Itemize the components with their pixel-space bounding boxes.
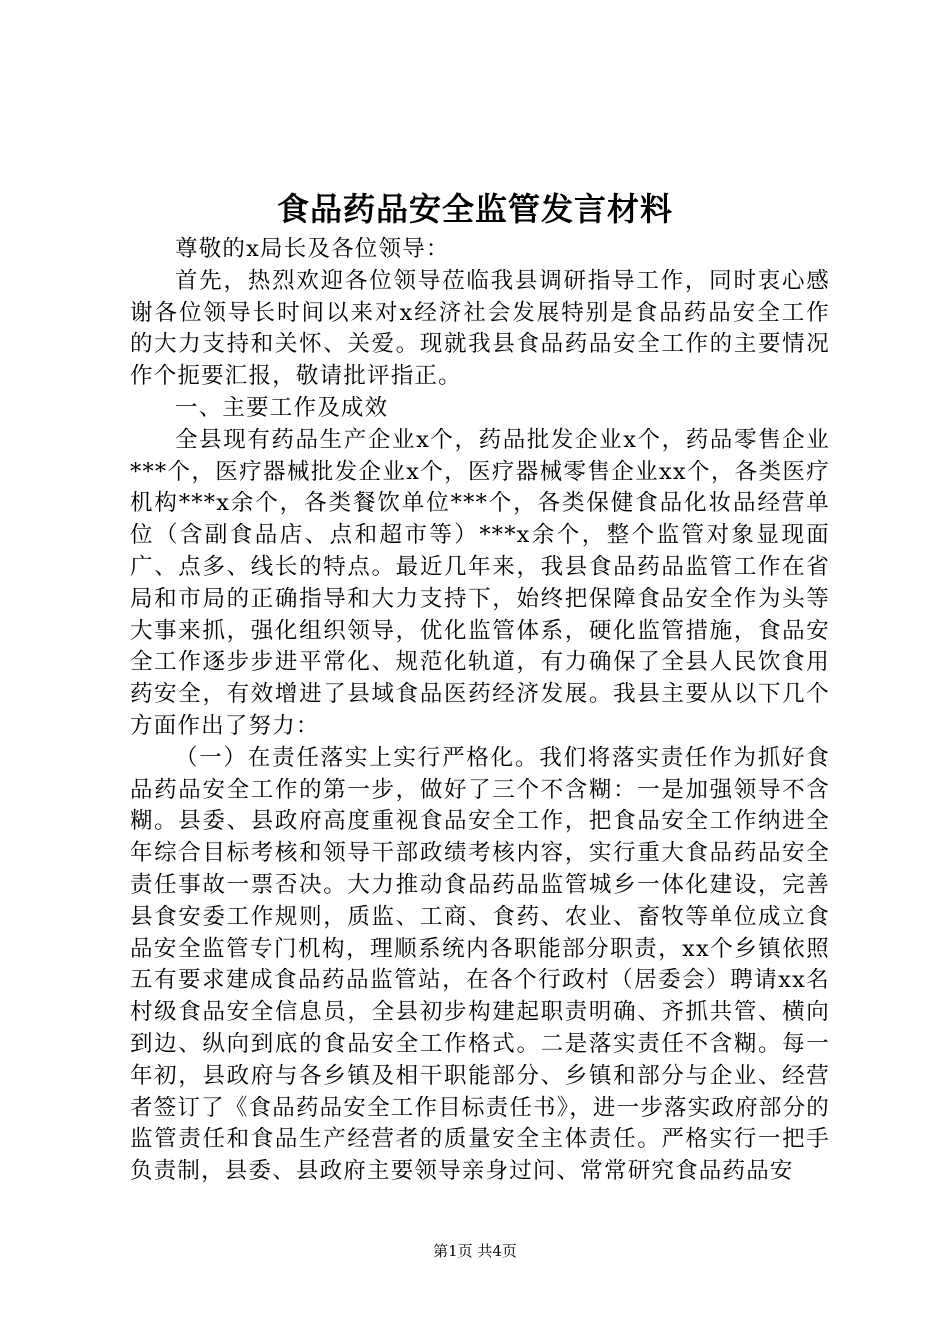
overview-paragraph: 全县现有药品生产企业x个，药品批发企业x个，药品零售企业***个，医疗器械批发企业x个，医疗器械零售企业xx个，各类医疗机构***x余个，各类餐饮单位***个，各类保健食品化妆品经营单位（含副食品店、点和超市等）***x余个，整个监管对象显现面广、点多、线长的特点。最近几年来，我县食品药品监管工作在省局和市局的正确指导和大力支持下，始终把保障食品安全作为头等大事来抓，强化组织领导，优化监管体系，硬化监管措施，食品安全工作逐步步进平常化、规范化轨道，有力确保了全县人民饮食用药安全，有效增进了县域食品医药经济发展。我县主要从以下几个方面作出了努力：: [130, 426, 830, 739]
document-title: 食品药品安全监管发言材料: [276, 190, 673, 228]
salutation-paragraph: 尊敬的x局长及各位领导：: [175, 236, 450, 262]
intro-paragraph: 首先，热烈欢迎各位领导莅临我县调研指导工作，同时衷心感谢各位领导长时间以来对x经济社会发展特别是食品药品安全工作的大力支持和关怀、关爱。现就我县食品药品安全工作的主要情况作个扼要汇报，敬请批评指正。: [130, 267, 830, 390]
responsibility-paragraph: （一）在责任落实上实行严格化。我们将落实责任作为抓好食品药品安全工作的第一步，做好了三个不含糊：一是加强领导不含糊。县委、县政府高度重视食品安全工作，把食品安全工作纳进全年综合目标考核和领导干部政绩考核内容，实行重大食品药品安全责任事故一票否决。大力推动食品药品监管城乡一体化建设，完善县食安委工作规则，质监、工商、食药、农业、畜牧等单位成立食品安全监管专门机构，理顺系统内各职能部分职责，xx个乡镇依照五有要求建成食品药品监管站，在各个行政村（居委会）聘请xx名村级食品安全信息员，全县初步构建起职责明确、齐抓共管、横向到边、纵向到底的食品安全工作格式。二是落实责任不含糊。每一年初，县政府与各乡镇及相干职能部分、乡镇和部分与企业、经营者签订了《食品药品安全工作目标责任书》，进一步落实政府部分的监管责任和食品生产经营者的质量安全主体责任。严格实行一把手负责制，县委、县政府主要领导亲身过问、常常研究食品药品安: [130, 744, 830, 1185]
document-body: [130, 234, 830, 1188]
section-heading: 一、主要工作及成效: [175, 394, 389, 421]
page-footer: 第1页 共4页: [433, 1242, 517, 1260]
